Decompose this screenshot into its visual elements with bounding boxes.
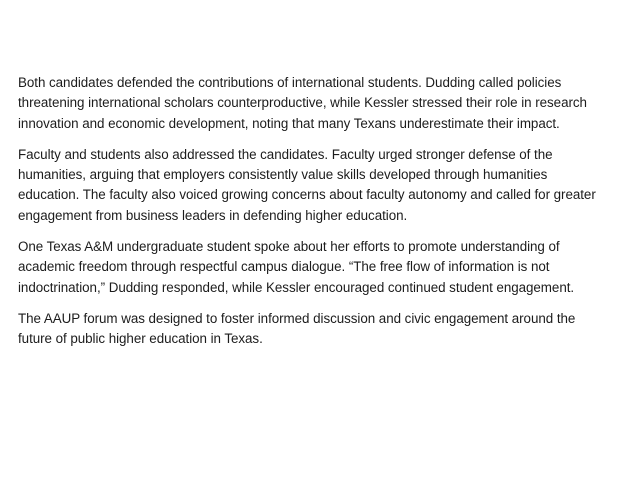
- article-body: [18, 73, 610, 361]
- paragraph-faculty-and-students: Faculty and students also addressed the candidates. Faculty urged stronger defense of the humanities, arguing that employers consistently value skills developed through humanities education. The faculty also voiced growing concerns about faculty autonomy and called for greater engagement from business leaders in defending higher education.: [18, 146, 596, 223]
- paragraph-international-students: Both candidates defended the contributions of international students. Dudding called policies threatening international scholars counterproductive, while Kessler stressed their role in research innovation and economic development, noting that many Texans underestimate their impact.: [18, 75, 587, 131]
- paragraph-undergraduate-student: One Texas A&M undergraduate student spoke about her efforts to promote understanding of academic freedom through respectful campus dialogue. “The free flow of information is not indoctrination,” Dudding responded, while Kessler encouraged continued student engagement.: [18, 239, 575, 295]
- paragraph-aaup-forum: The AAUP forum was designed to foster informed discussion and civic engagement around the future of public higher education in Texas.: [18, 310, 576, 347]
